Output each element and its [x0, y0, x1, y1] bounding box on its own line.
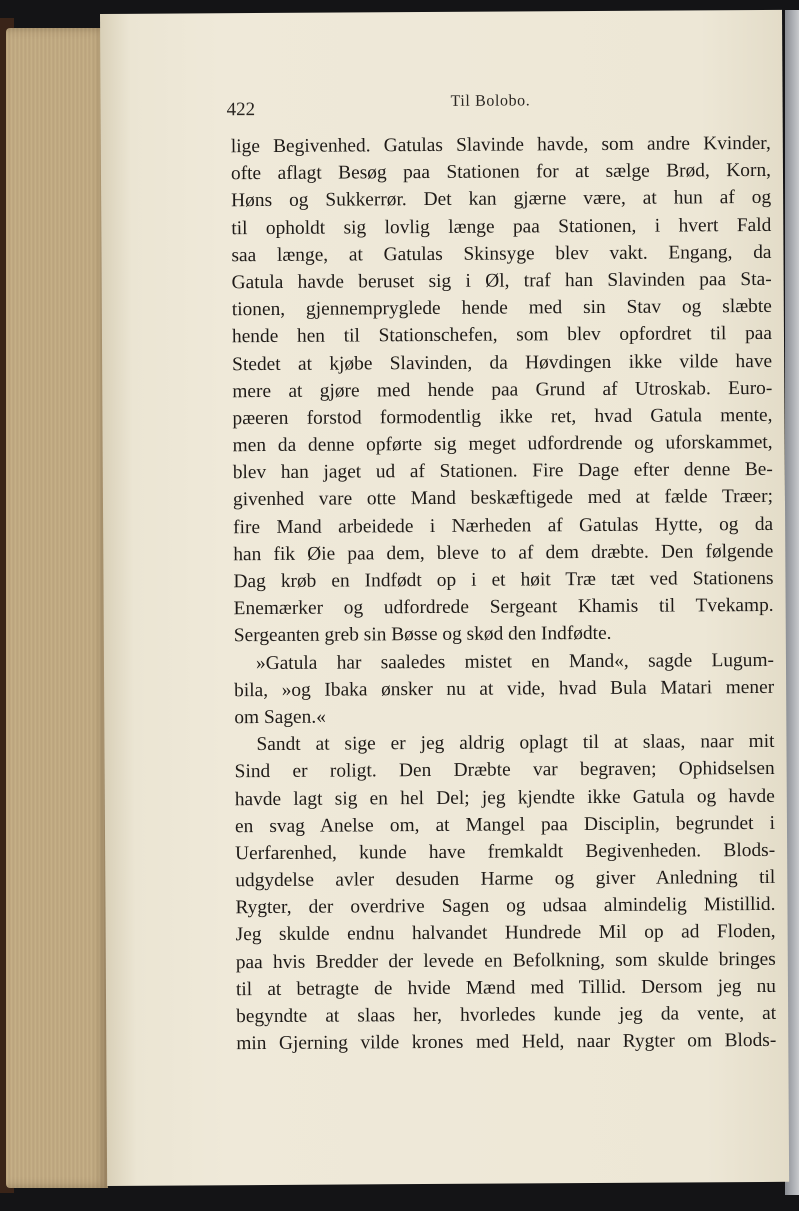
text-line: »Gatula har saaledes mistet en Mand«, sagde Lugum- — [255, 649, 775, 674]
text-line: Sind er roligt. Den Dræbte var begraven; Ophidselsen — [234, 758, 775, 783]
running-title: Til Bolobo. — [450, 92, 531, 110]
text-line: fire Mand arbeidede i Nærheden af Gatulas Hytte, og da — [233, 513, 774, 538]
text-line: bila, »og Ibaka ønsker nu at vide, hvad Bula Matari mener — [234, 676, 775, 701]
text-line: ofte aflagt Besøg paa Stationen for at sælge Brød, Korn, — [230, 160, 772, 185]
page-edges — [6, 28, 108, 1188]
text-line: han fik Øie paa dem, bleve to af dem dræbte. Den følgende — [233, 540, 774, 566]
text-line: hende hen til Stationschefen, som blev opfordret til paa — [231, 323, 773, 348]
text-line: givenhed vare otte Mand beskæftigede med at fælde Træer; — [232, 486, 774, 511]
text-line: en svag Anelse om, at Mangel paa Disciplin, begrundet i — [234, 812, 776, 837]
text-line: Sandt at sige er jeg aldrig oplagt til at slaas, naar mit — [256, 731, 775, 756]
book-page — [100, 10, 789, 1186]
text-line: Uerfarenhed, kunde have fremkaldt Begivenheden. Blods- — [235, 839, 776, 865]
text-line: begyndte at slaas her, hvorledes kunde jeg da vente, at — [236, 1002, 777, 1028]
text-line: om Sagen.« — [234, 706, 326, 729]
page-number: 422 — [226, 99, 256, 121]
text-line: mere at gjøre med hende paa Grund af Utroskab. Euro- — [232, 377, 773, 402]
page-body — [231, 130, 777, 1058]
text-line: Stedet at kjøbe Slavinden, da Høvdingen ikke vilde have — [232, 350, 773, 375]
text-line: Sergeanten greb sin Bøsse og skød den Indfødte. — [233, 623, 612, 647]
text-line: havde lagt sig en hel Del; jeg kjendte ikke Gatula og havde — [234, 785, 775, 810]
text-line: Gatula havde beruset sig i Øl, traf han Slavinden paa Sta- — [231, 268, 772, 294]
text-line: paa hvis Bredder der levede en Befolkning, som skulde bringes — [235, 948, 776, 973]
text-line: lige Begivenhed. Gatulas Slavinde havde, som andre Kvinder, — [230, 132, 771, 158]
text-line: Jeg skulde endnu halvandet Hundrede Mil op ad Floden, — [235, 921, 776, 946]
text-line: Enemærker og udfordrede Sergeant Khamis til Tvekamp. — [233, 595, 774, 620]
text-line: blev han jaget ud af Stationen. Fire Dage efter denne Be- — [232, 459, 773, 484]
text-line: min Gjerning vilde krones med Held, naar Rygter om Blods- — [236, 1030, 777, 1055]
text-line: udgydelse avler desuden Harme og giver Anledning til — [235, 866, 776, 892]
text-line: men da denne opførte sig meget udfordrende og uforskammet, — [232, 431, 773, 457]
text-line: Rygter, der overdrive Sagen og udsaa almindelig Mistillid. — [235, 894, 776, 919]
text-line: tionen, gjennempryglede hende med sin Stav og slæbte — [231, 296, 772, 321]
text-line: pæeren forstod formodentlig ikke ret, hvad Gatula mente, — [232, 404, 773, 430]
text-line: Høns og Sukkerrør. Det kan gjærne være, at hun af og — [231, 187, 772, 212]
text-line: til at betragte de hvide Mænd med Tillid. Dersom jeg nu — [235, 975, 777, 1000]
text-line: Dag krøb en Indfødt op i et høit Træ tæt ved Stationens — [233, 567, 774, 593]
text-line: saa længe, at Gatulas Skinsyge blev vakt. Engang, da — [231, 241, 772, 266]
text-line: til opholdt sig lovlig længe paa Stationen, i hvert Fald — [231, 214, 772, 239]
